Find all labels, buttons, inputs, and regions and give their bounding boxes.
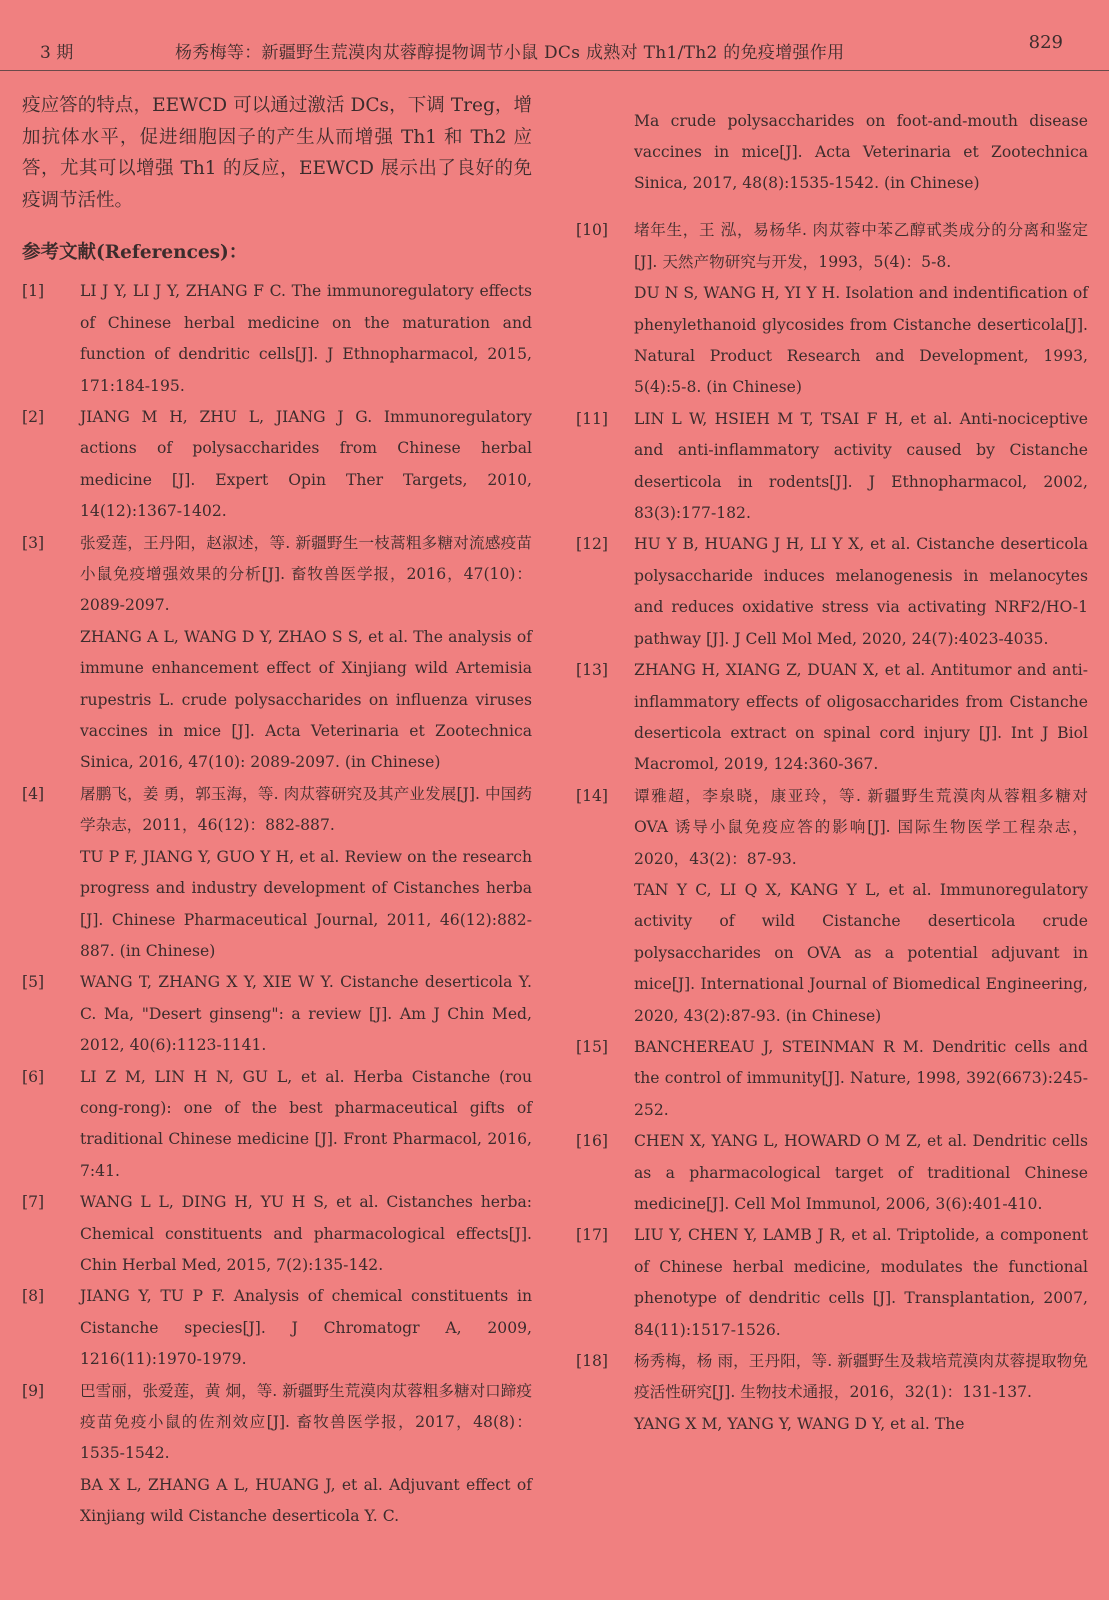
reference-translation: BA X L, ZHANG A L, HUANG J, et al. Adjuvant effect of Xinjiang wild Cistanche deserticola Y. C. [80,1475,532,1526]
reference-14 [576,781,1088,1032]
reference-translation: YANG X M, YANG Y, WANG D Y, et al. The [634,1414,965,1433]
reference-2 [22,402,532,528]
reference-text: 巴雪丽，张爱莲，黄 炯，等. 新疆野生荒漠肉苁蓉粗多糖对口蹄疫疫苗免疫小鼠的佐剂效应[J]. 畜牧兽医学报，2017，48(8)：1535-1542. [80,1381,532,1463]
reference-16 [576,1126,1088,1220]
reference-text: BANCHEREAU J, STEINMAN R M. Dendritic cells and the control of immunity[J]. Nature, 1998, 392(6673):245-252. [634,1037,1088,1119]
references-list-right [576,215,1088,1440]
reference-number: [10] [576,221,609,240]
reference-number: [13] [576,661,609,680]
reference-number: [6] [22,1067,45,1086]
reference-text: LIU Y, CHEN Y, LAMB J R, et al. Triptolide, a component of Chinese herbal medicine, modulates the functional phenotype of dendritic cells [J]. Transplantation, 2007, 84(11):1517-1526. [634,1226,1088,1339]
reference-6 [22,1062,532,1188]
reference-number: [14] [576,786,609,805]
running-title: 杨秀梅等：新疆野生荒漠肉苁蓉醇提物调节小鼠 DCs 成熟对 Th1/Th2 的免疫增强作用 [175,43,845,63]
references-heading: 参考文献(References)： [22,242,248,264]
page-number: 829 [1028,32,1063,53]
running-header [0,30,1109,71]
conclusion-paragraph: 疫应答的特点，EEWCD 可以通过激活 DCs，下调 Treg，增加抗体水平，促进细胞因子的产生从而增强 Th1 和 Th2 应答，尤其可以增强 Th1 的反应，EEWCD 展示出了良好的免疫调节活性。 [22,95,532,211]
reference-7 [22,1187,532,1281]
left-column [22,90,532,1533]
reference-11 [576,404,1088,530]
reference-number: [2] [22,408,45,426]
reference-text: JIANG M H, ZHU L, JIANG J G. Immunoregulatory actions of polysaccharides from Chinese herbal medicine [J]. Expert Opin Ther Targets, 2010, 14(12):1367-1402. [80,408,532,521]
reference-text: LI Z M, LIN H N, GU L, et al. Herba Cistanche (rou cong-rong): one of the best pharmaceutical gifts of traditional Chinese medicine [J]. Front Pharmacol, 2016, 7:41. [80,1067,532,1180]
reference-8 [22,1281,532,1375]
reference-text: ZHANG H, XIANG Z, DUAN X, et al. Antitumor and anti-inflammatory effects of oligosaccharides from Cistanche deserticola extract on spinal cord injury [J]. Int J Biol Macromol, 2019, 124:360-367. [634,661,1088,774]
reference-17 [576,1220,1088,1346]
reference-number: [12] [576,535,609,554]
reference-9 [22,1376,532,1533]
reference-1 [22,276,532,402]
reference-number: [16] [576,1132,609,1151]
references-list-left [22,276,532,1532]
reference-translation: DU N S, WANG H, YI Y H. Isolation and indentification of phenylethanoid glycosides from Cistanche deserticola[J]. Natural Product Research and Development, 1993, 5(4):5-8. (in Chinese) [634,284,1088,397]
reference-number: [18] [576,1352,609,1371]
reference-18 [576,1346,1088,1440]
reference-text: CHEN X, YANG L, HOWARD O M Z, et al. Dendritic cells as a pharmacological target of traditional Chinese medicine[J]. Cell Mol Immunol, 2006, 3(6):401-410. [634,1132,1088,1213]
reference-text: 谭雅超，李泉晓，康亚玲，等. 新疆野生荒漠肉从蓉粗多糖对 OVA 诱导小鼠免疫应答的影响[J]. 国际生物医学工程杂志，2020，43(2)：87-93. [634,786,1088,868]
reference-text: 堵年生，王 泓，易杨华. 肉苁蓉中苯乙醇甙类成分的分离和鉴定[J]. 天然产物研究与开发，1993，5(4)：5-8. [634,221,1088,271]
reference-text: LIN L W, HSIEH M T, TSAI F H, et al. Anti-nociceptive and anti-inflammatory activity caused by Cistanche deserticola in rodents[J]. J Ethnopharmacol, 2002, 83(3):177-182. [634,409,1088,523]
reference-text: WANG L L, DING H, YU H S, et al. Cistanches herba: Chemical constituents and pharmacological effects[J]. Chin Herbal Med, 2015, 7(2):135-142. [80,1193,532,1274]
reference-number: [8] [22,1287,45,1306]
reference-15 [576,1032,1088,1126]
reference-translation: ZHANG A L, WANG D Y, ZHAO S S, et al. The analysis of immune enhancement effect of Xinjiang wild Artemisia rupestris L. crude polysaccharides on influenza viruses vaccines in mice [J]. Acta Veterinaria et Zootechnica Sinica, 2016, 47(10): 2089-2097. (in Chinese) [80,627,532,772]
reference-text: 杨秀梅，杨 雨，王丹阳，等. 新疆野生及栽培荒漠肉苁蓉提取物免疫活性研究[J]. 生物技术通报，2016，32(1)：131-137. [634,1352,1088,1402]
right-column [576,90,1088,1440]
reference-number: [11] [576,409,609,428]
reference-4 [22,779,532,967]
reference-text: HU Y B, HUANG J H, LI Y X, et al. Cistanche deserticola polysaccharide induces melanogenesis in melanocytes and reduces oxidative stress via activating NRF2/HO-1 pathway [J]. J Cell Mol Med, 2020, 24(7):4023-4035. [634,535,1088,648]
reference-translation: TU P F, JIANG Y, GUO Y H, et al. Review on the research progress and industry development of Cistanches herba [J]. Chinese Pharmaceutical Journal, 2011, 46(12):882-887. (in Chinese) [80,847,532,960]
reference-12 [576,529,1088,655]
reference-5 [22,967,532,1061]
reference-10 [576,215,1088,403]
reference-number: [1] [22,282,45,301]
reference-9-continuation: Ma crude polysaccharides on foot-and-mouth disease vaccines in mice[J]. Acta Veterinaria et Zootechnica Sinica, 2017, 48(8):1535-1542. (in Chinese) [634,111,1088,193]
reference-number: [3] [22,533,45,552]
issue-label: 3 期 [40,43,74,63]
reference-number: [17] [576,1226,609,1245]
reference-number: [9] [22,1381,45,1400]
reference-number: [7] [22,1193,45,1212]
reference-13 [576,655,1088,781]
reference-text: WANG T, ZHANG X Y, XIE W Y. Cistanche deserticola Y. C. Ma, "Desert ginseng": a review [J]. Am J Chin Med, 2012, 40(6):1123-1141. [80,973,532,1055]
reference-text: 张爱莲，王丹阳，赵淑述，等. 新疆野生一枝蒿粗多糖对流感疫苗小鼠免疫增强效果的分析[J]. 畜牧兽医学报，2016，47(10)：2089-2097. [80,533,532,615]
reference-number: [4] [22,784,45,803]
reference-number: [5] [22,973,45,992]
reference-text: LI J Y, LI J Y, ZHANG F C. The immunoregulatory effects of Chinese herbal medicine on the maturation and function of dendritic cells[J]. J Ethnopharmacol, 2015, 171:184-195. [80,282,532,395]
reference-number: [15] [576,1037,609,1056]
reference-3 [22,528,532,779]
reference-text: JIANG Y, TU P F. Analysis of chemical constituents in Cistanche species[J]. J Chromatogr A, 2009, 1216(11):1970-1979. [80,1287,532,1369]
reference-translation: TAN Y C, LI Q X, KANG Y L, et al. Immunoregulatory activity of wild Cistanche deserticola crude polysaccharides on OVA as a potential adjuvant in mice[J]. International Journal of Biomedical Engineering, 2020, 43(2):87-93. (in Chinese) [634,880,1088,1025]
reference-text: 屠鹏飞，姜 勇，郭玉海，等. 肉苁蓉研究及其产业发展[J]. 中国药学杂志，2011，46(12)：882-887. [80,784,532,835]
